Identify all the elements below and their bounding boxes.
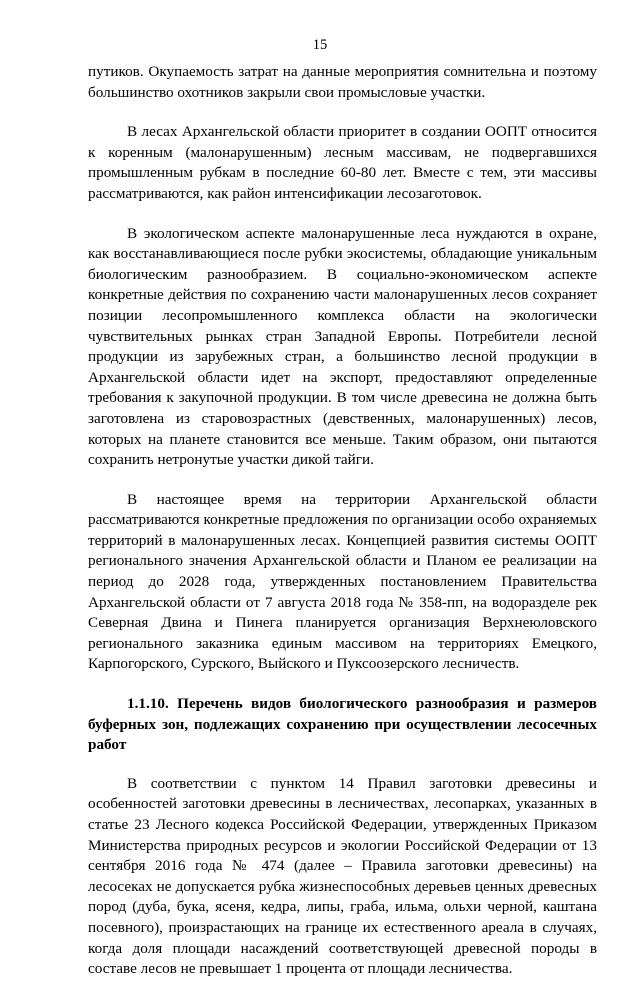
paragraph-logging-rules: В соответствии с пунктом 14 Правил заготовки древесины и особенностей заготовки древесины в лесничествах, лесопарках, указанных в статье 23 Лесного кодекса Российской Федерации, утвержденных Приказом Министерства природных ресурсов и экологии Российской Федерации от 13 сентября 2016 года № 474 (далее – Правила заготовки древесины) на лесосеках не допускается рубка жизнеспособных деревьев ценных древесных пород (дуба, бука, ясеня, кедра, липы, граба, ильма, ольхи черной, каштана посевного), произрастающих на границе их естественного ареала в случаях, когда доля площади насаждений соответствующей древесной породы в составе лесов не превышает 1 процента от площади лесничества. [88,774,597,978]
paragraph-ecological-aspect: В экологическом аспекте малонарушенные леса нуждаются в охране, как восстанавливающиеся после рубки экосистемы, обладающие уникальным биологическим разнообразием. В социально-экономическом аспекте конкретные действия по сохранению части малонарушенных лесов сохраняет позиции лесопромышленного комплекса области на экологически чувствительных рынках стран Западной Европы. Потребители лесной продукции из зарубежных стран, а большинство лесной продукции в Архангельской области идет на экспорт, предоставляют определенные требования к закупочной продукции. В том числе древесина не должна быть заготовлена из старовозрастных (девственных, малонарушенных) лесов, которых на планете становится все меньше. Таким образом, они пытаются сохранить нетронутые участки дикой тайги. [88,224,597,469]
paragraph-current-proposals: В настоящее время на территории Архангельской области рассматриваются конкретные предложения по организации особо охраняемых территорий в малонарушенных лесах. Концепцией развития системы ООПТ регионального значения Архангельской области и Планом ее реализации на период до 2028 года, утвержденных постановлением Правительства Архангельской области от 7 августа 2018 года № 358-пп, на водоразделе рек Северная Двина и Пинега планируется организация Верхнеюловского регионального заказника единым массивом на территориях Емецкого, Карпогорского, Сурского, Выйского и Пуксоозерского лесничеств. [88,490,597,673]
paragraph-continuation: путиков. Окупаемость затрат на данные мероприятия сомнительна и поэтому большинство охотников закрыли свои промысловые участки. [88,63,597,101]
paragraph-oopt-priority: В лесах Архангельской области приоритет в создании ООПТ относится к коренным (малонарушенным) лесным массивам, не подвергавшихся промышленным рубкам в последние 60-80 лет. Вместе с тем, эти массивы рассматриваются, как район интенсификации лесозаготовок. [88,123,597,202]
document-body [88,62,597,999]
section-heading: 1.1.10. Перечень видов биологического разнообразия и размеров буферных зон, подлежащих сохранению при осуществлении лесосечных работ [88,695,597,754]
page-number: 15 [312,37,328,53]
